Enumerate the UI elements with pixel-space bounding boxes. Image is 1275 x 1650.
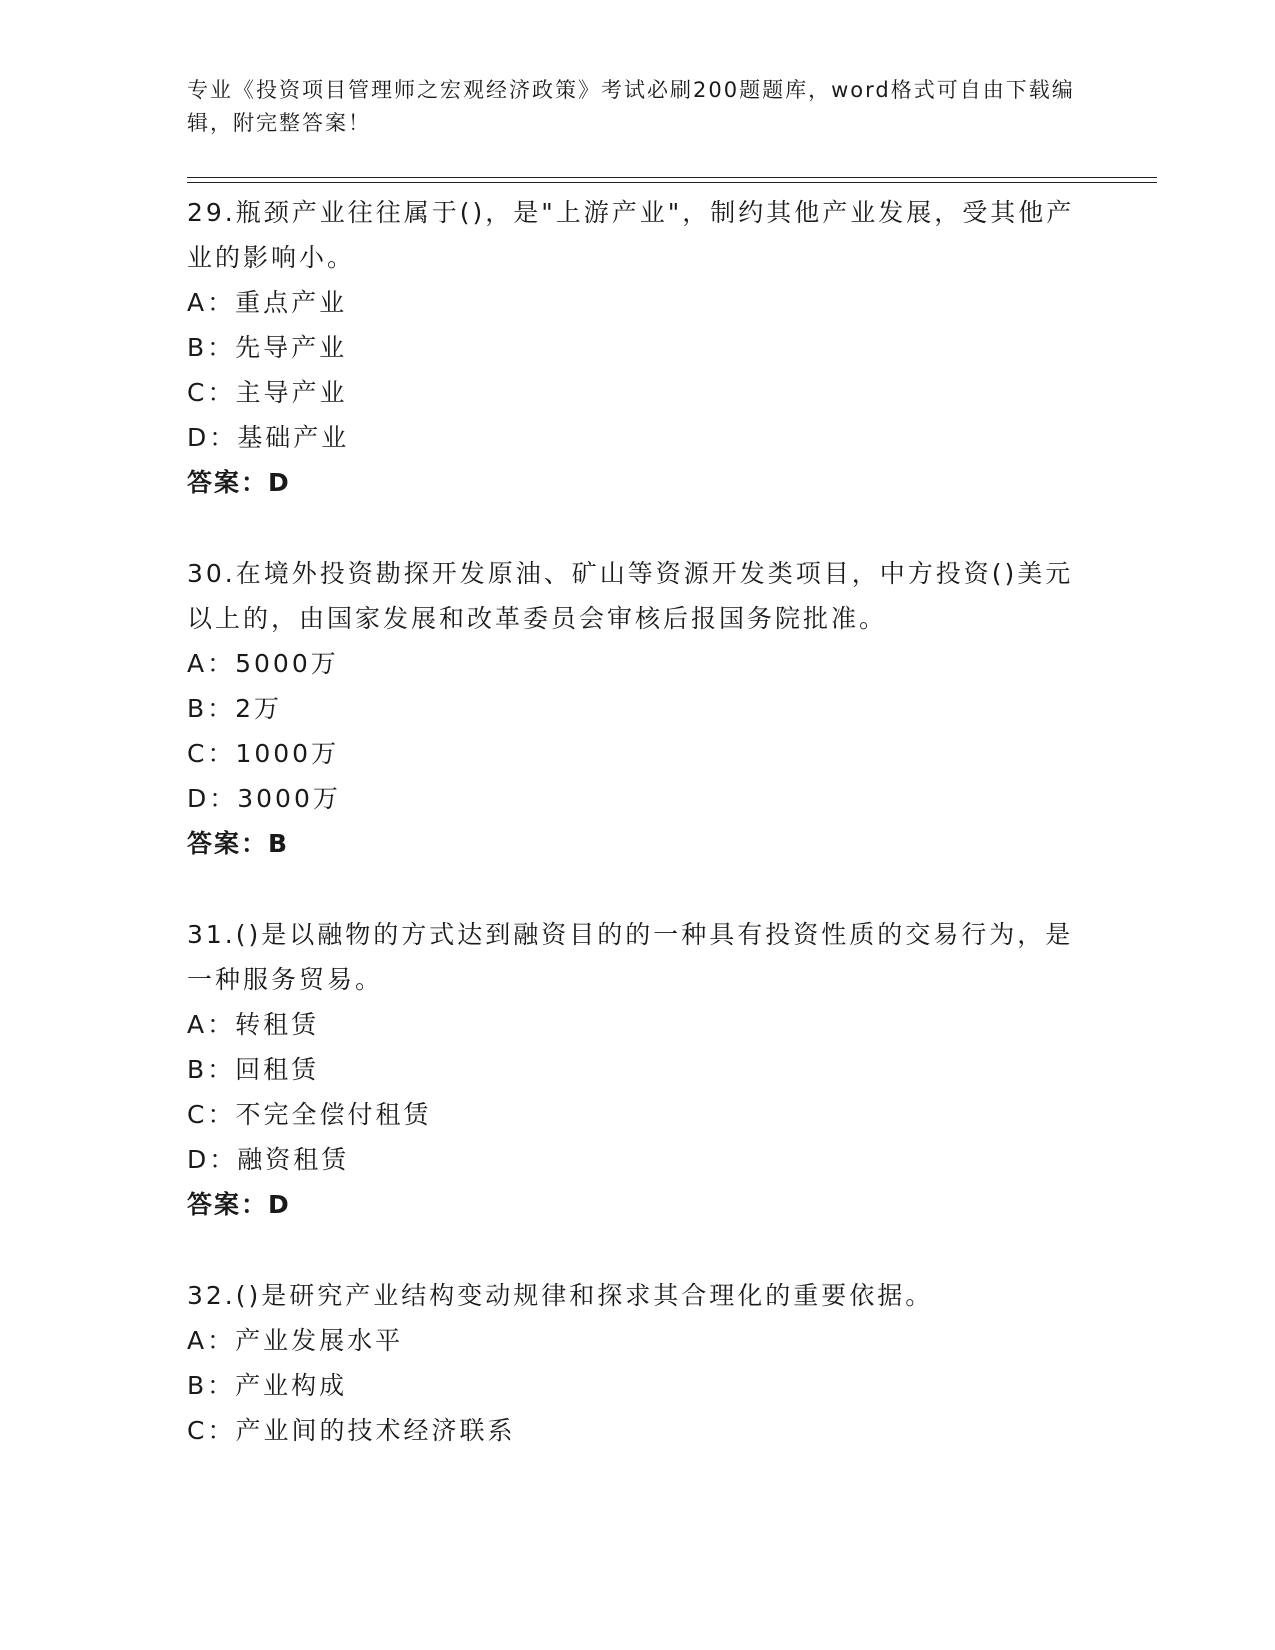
answer: 答案：D [187, 1190, 291, 1219]
option-b: B：先导产业 [187, 333, 348, 362]
question-stem: 31.()是以融物的方式达到融资目的的一种具有投资性质的交易行为，是一种服务贸易。 [187, 920, 1074, 994]
question-30 [187, 551, 1087, 866]
answer: 答案：D [187, 468, 291, 497]
option-d: D：融资租赁 [187, 1145, 350, 1174]
header-rule-top [187, 177, 1157, 178]
question-list [187, 190, 1087, 1499]
option-d: D：3000万 [187, 784, 341, 813]
question-29 [187, 190, 1087, 505]
question-32 [187, 1273, 1087, 1453]
option-c: C：主导产业 [187, 378, 348, 407]
option-c: C：产业间的技术经济联系 [187, 1416, 516, 1445]
option-b: B：2万 [187, 694, 283, 723]
option-a: A：转租赁 [187, 1010, 320, 1039]
option-d: D：基础产业 [187, 423, 350, 452]
option-c: C：不完全偿付租赁 [187, 1100, 432, 1129]
question-stem: 30.在境外投资勘探开发原油、矿山等资源开发类项目，中方投资()美元以上的，由国家发展和改革委员会审核后报国务院批准。 [187, 559, 1074, 633]
option-a: A：重点产业 [187, 288, 348, 317]
question-stem: 29.瓶颈产业往往属于()，是"上游产业"，制约其他产业发展，受其他产业的影响小。 [187, 198, 1075, 272]
document-intro: 专业《投资项目管理师之宏观经济政策》考试必刷200题题库，word格式可自由下载编辑，附完整答案！ [187, 78, 1075, 135]
header-rule-bottom [187, 182, 1157, 183]
option-b: B：回租赁 [187, 1055, 320, 1084]
option-b: B：产业构成 [187, 1371, 348, 1400]
option-a: A：5000万 [187, 649, 339, 678]
question-stem: 32.()是研究产业结构变动规律和探求其合理化的重要依据。 [187, 1281, 934, 1310]
answer: 答案：B [187, 829, 290, 858]
option-c: C：1000万 [187, 739, 340, 768]
option-a: A：产业发展水平 [187, 1326, 404, 1355]
question-31 [187, 912, 1087, 1227]
